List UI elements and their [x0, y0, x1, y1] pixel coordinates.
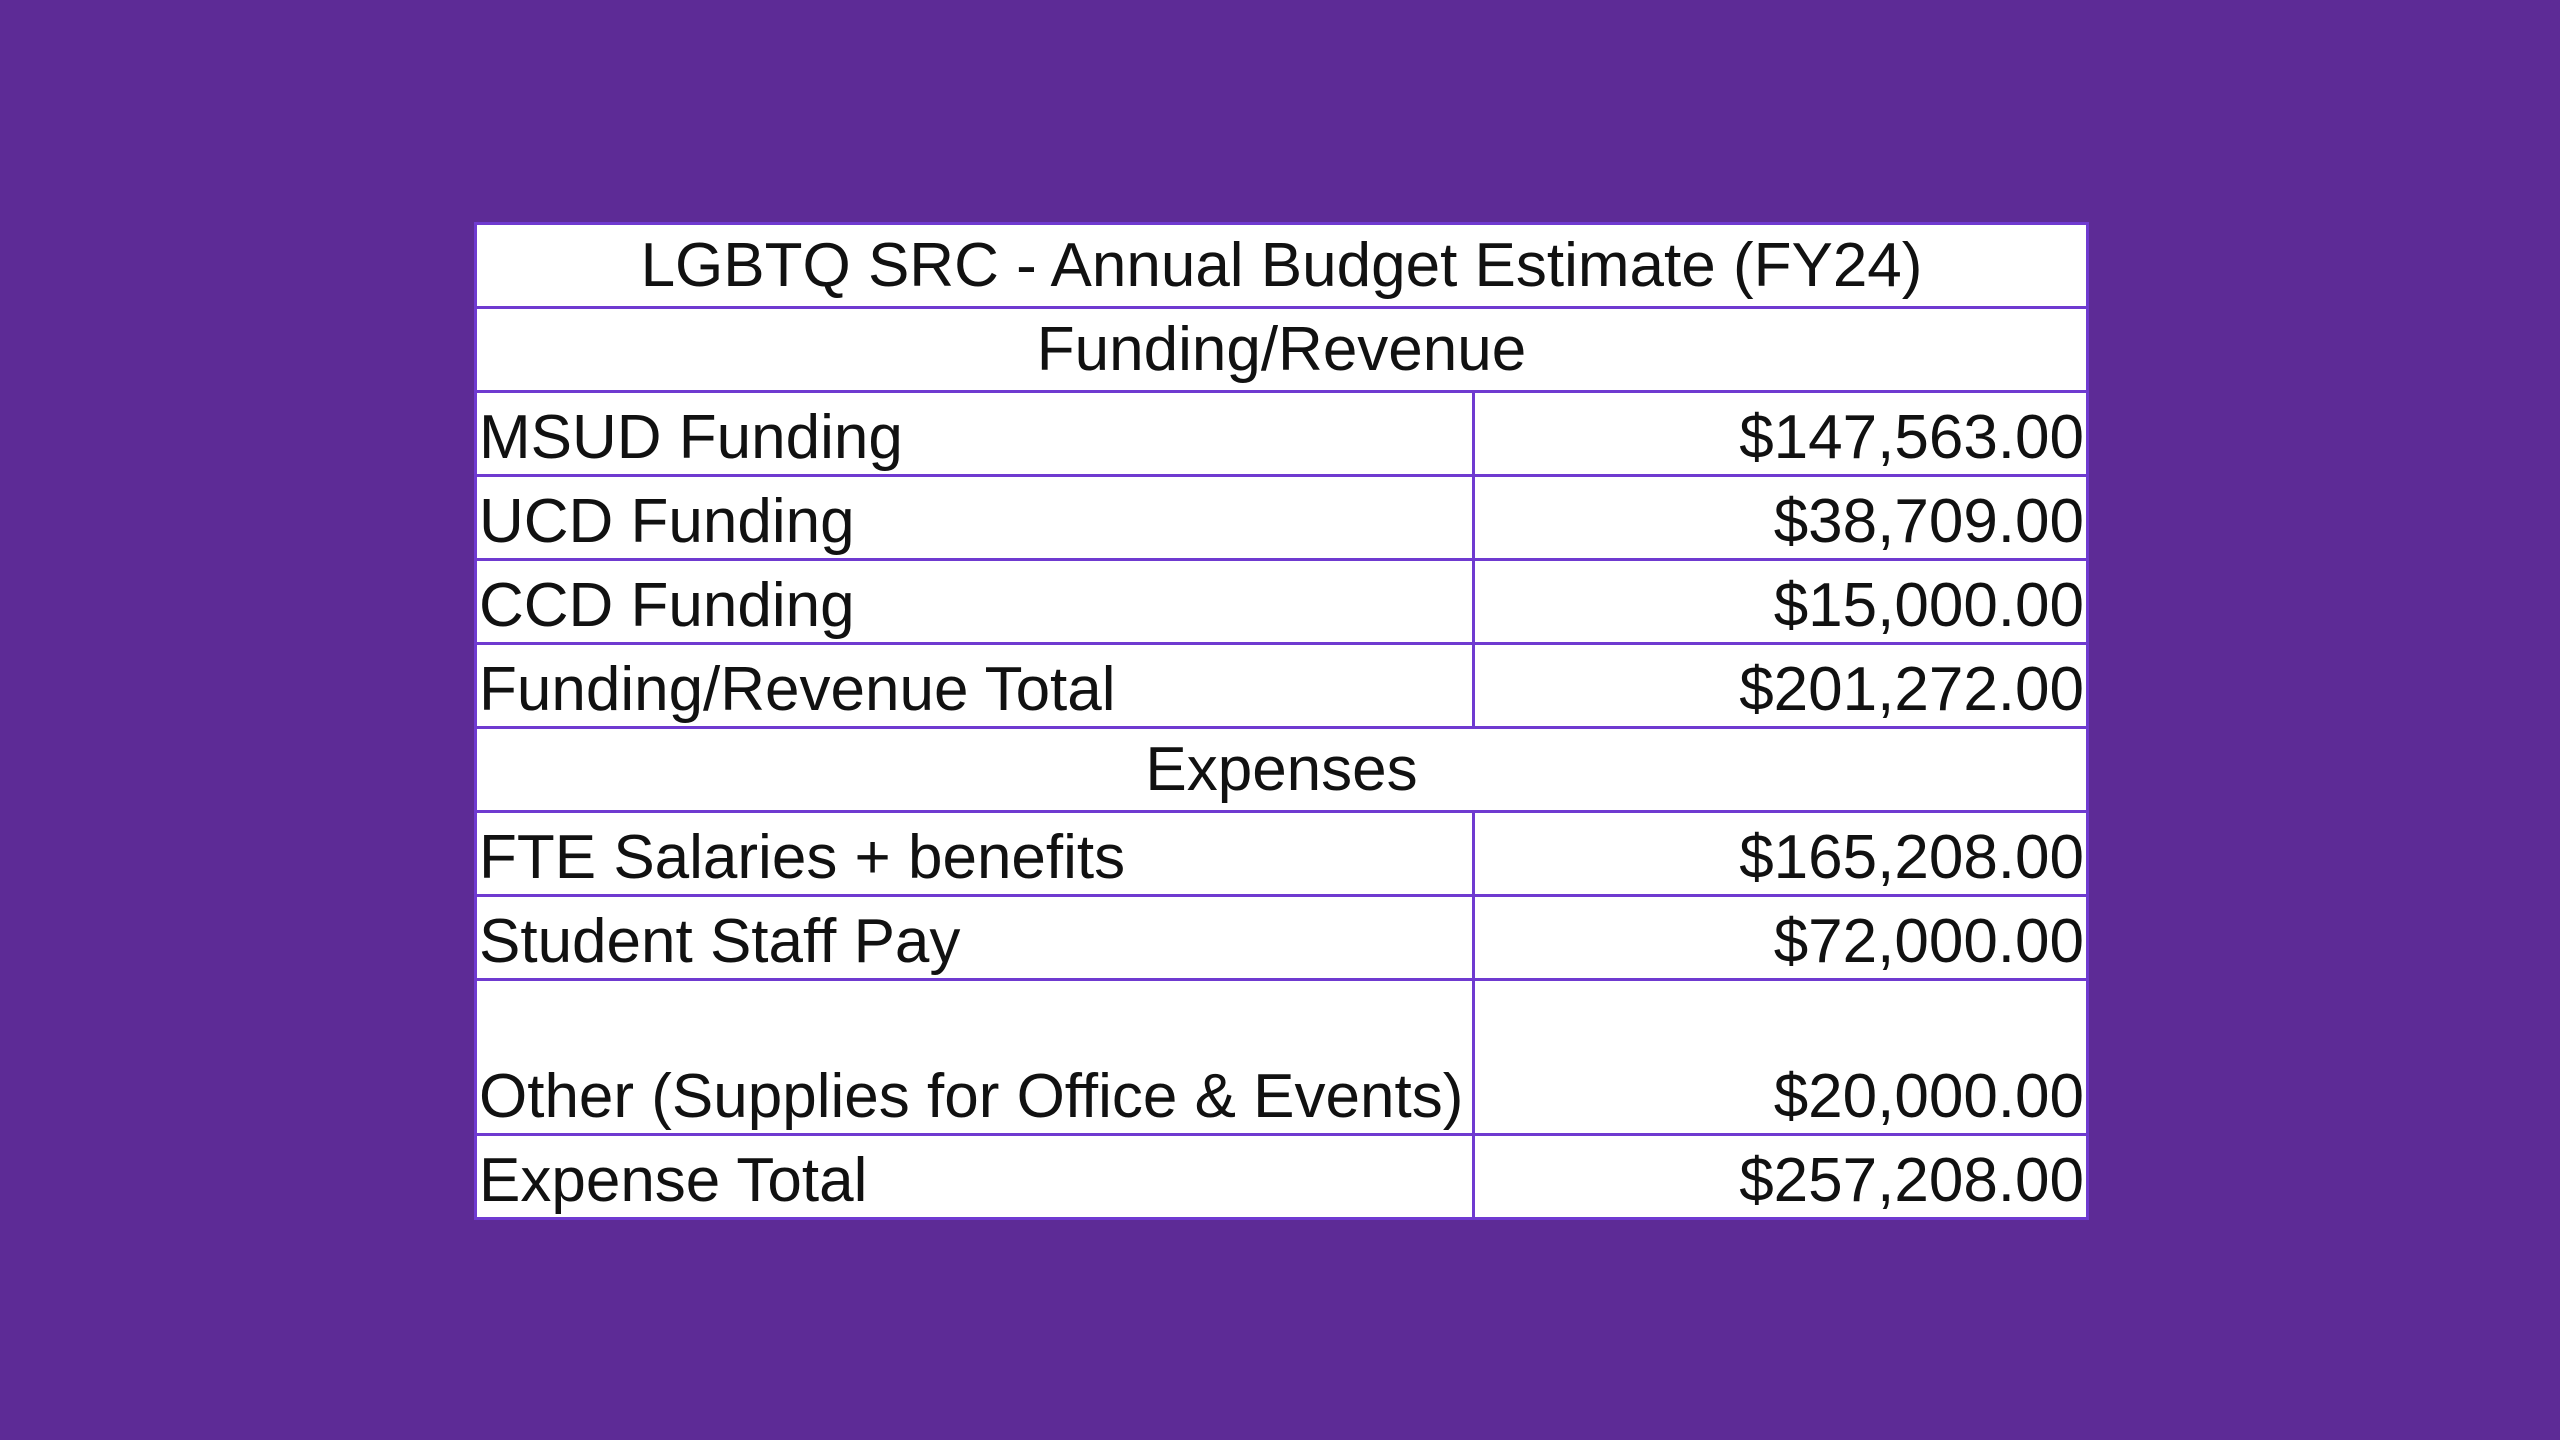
row-amount: $201,272.00	[1474, 644, 2088, 728]
table-title: LGBTQ SRC - Annual Budget Estimate (FY24)	[476, 224, 2088, 308]
table-row	[476, 1135, 2088, 1219]
row-label: UCD Funding	[476, 476, 1474, 560]
row-label: Other (Supplies for Office & Events)	[476, 980, 1474, 1135]
row-label: Funding/Revenue Total	[476, 644, 1474, 728]
table-row	[476, 392, 2088, 476]
row-amount: $257,208.00	[1474, 1135, 2088, 1219]
table-row	[476, 476, 2088, 560]
section-header-row	[476, 308, 2088, 392]
table-row	[476, 560, 2088, 644]
row-label: Expense Total	[476, 1135, 1474, 1219]
row-amount: $165,208.00	[1474, 812, 2088, 896]
title-row	[476, 224, 2088, 308]
budget-table	[474, 222, 2089, 1220]
row-label: Student Staff Pay	[476, 896, 1474, 980]
table-row	[476, 812, 2088, 896]
table-row	[476, 644, 2088, 728]
row-label: FTE Salaries + benefits	[476, 812, 1474, 896]
row-amount: $15,000.00	[1474, 560, 2088, 644]
funding-section-heading: Funding/Revenue	[476, 308, 2088, 392]
expenses-section-heading: Expenses	[476, 728, 2088, 812]
row-amount: $72,000.00	[1474, 896, 2088, 980]
table-row	[476, 896, 2088, 980]
row-amount: $20,000.00	[1474, 980, 2088, 1135]
row-label: MSUD Funding	[476, 392, 1474, 476]
section-header-row	[476, 728, 2088, 812]
row-label: CCD Funding	[476, 560, 1474, 644]
table-row	[476, 980, 2088, 1135]
row-amount: $147,563.00	[1474, 392, 2088, 476]
row-amount: $38,709.00	[1474, 476, 2088, 560]
